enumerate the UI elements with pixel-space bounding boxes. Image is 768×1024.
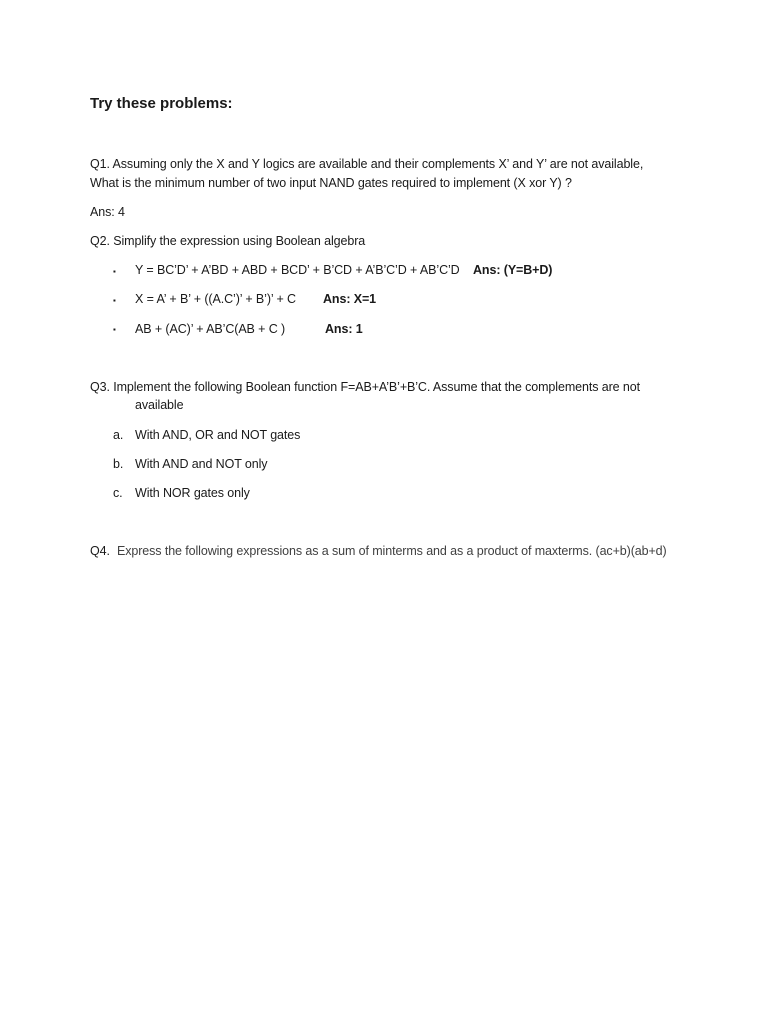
q3-option-b-text: With AND and NOT only bbox=[135, 457, 268, 471]
q2-item-2-expression: X = A’ + B’ + ((A.C’)’ + B’)’ + C bbox=[135, 292, 296, 306]
q2-item-3-expression: AB + (AC)’ + AB’C(AB + C ) bbox=[135, 322, 286, 336]
q3-option-a-text: With AND, OR and NOT gates bbox=[135, 428, 301, 442]
bullet-icon: ▪ bbox=[113, 267, 116, 276]
q2-item-1-answer: Ans: (Y=B+D) bbox=[473, 263, 553, 277]
q1-answer: Ans: 4 bbox=[90, 205, 125, 219]
q1-line-1: Q1. Assuming only the X and Y logics are available and their complements X’ and Y’ are not available, bbox=[90, 157, 644, 171]
q2-item-2-answer: Ans: X=1 bbox=[323, 292, 377, 306]
q3-line-2: available bbox=[135, 398, 184, 412]
q3-option-c-marker: c. bbox=[113, 486, 123, 500]
q3-option-c-text: With NOR gates only bbox=[135, 486, 250, 500]
q3-line-1: Q3. Implement the following Boolean function F=AB+A’B’+B’C. Assume that the complements are not bbox=[90, 380, 640, 394]
q3-option-b-marker: b. bbox=[113, 457, 124, 471]
q4-label: Q4. bbox=[90, 544, 110, 558]
q2-prompt: Q2. Simplify the expression using Boolean algebra bbox=[90, 234, 366, 248]
q2-item-3-answer: Ans: 1 bbox=[325, 322, 363, 336]
bullet-icon: ▪ bbox=[113, 325, 116, 334]
page-title: Try these problems: bbox=[90, 95, 233, 112]
q4-text: Express the following expressions as a sum of minterms and as a product of maxterms. (ac+b)(ab+d) bbox=[117, 544, 667, 558]
q1-line-2: What is the minimum number of two input NAND gates required to implement (X xor Y) ? bbox=[90, 176, 572, 190]
q3-option-a-marker: a. bbox=[113, 428, 124, 442]
bullet-icon: ▪ bbox=[113, 296, 116, 305]
q2-item-1-expression: Y = BC’D’ + A’BD + ABD + BCD’ + B’CD + A’B’C’D + AB’C’D bbox=[135, 263, 460, 277]
